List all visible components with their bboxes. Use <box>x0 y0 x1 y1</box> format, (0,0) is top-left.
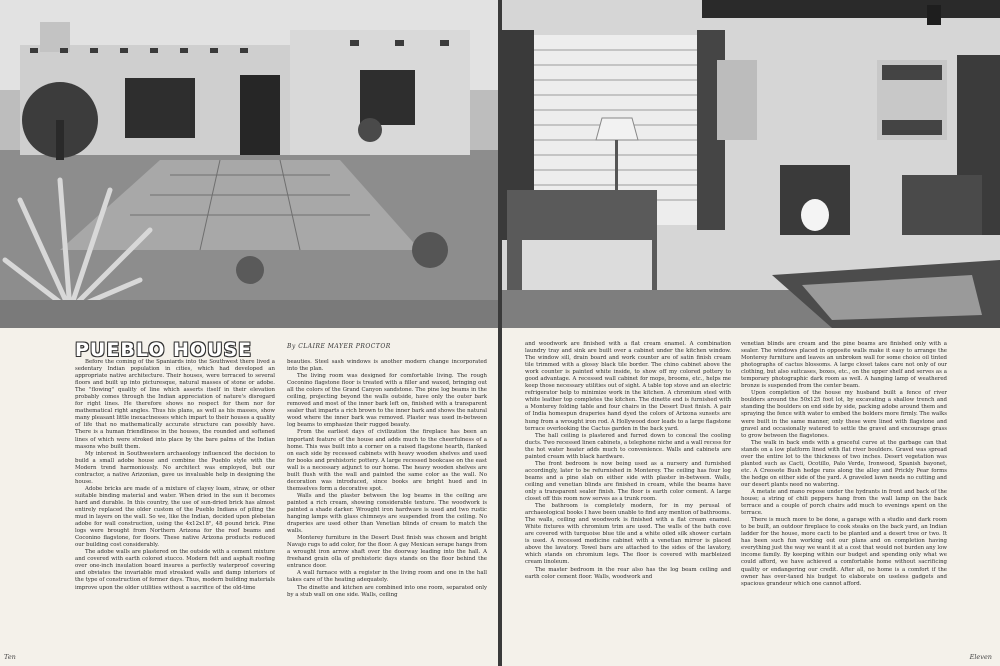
paragraph: There is much more to be done, a garage with a studio and dark room to be built, an outdoor fireplace to cook steaks on the back yard, an Indian ladder for the house, more cacti to be planted and a desert tree or two. It has been such fun working out our plans and on completion having everything just the way we want it at a cost that would not burden any low income family. By keeping within our budget and spending only what we could afford, we have achieved a comfortable home without sacrificing quality or endangering our credit. After all, no home is a comfort if the owner has over-taxed his budget to elaborate on useless gadgets and spacious grandeur which one cannot afford. <box>741 517 947 587</box>
paragraph: Upon completion of the house my husband built a fence of river boulders around the 50x125 foot lot, by excavating a shallow trench and standing the boulders on end side by side, packing adobe around them and spraying the fence with water to embed the bolders more firmly. The walks were built in the same manner, only these were lined with flagstone and gravel and occasionally watered to settle the gravel and encourage grass to grow between the flagstones. <box>741 390 947 439</box>
paragraph: The walk in back ends with a graceful curve at the garbage can that stands on a low platform lined with flat river boulders. Gravel was spread over the entire lot to the thickness of two inches. Desert vegetation was planted such as Cacti, Ocotillo, Palo Verde, Ironwood, Spanish bayonet, etc. A Creosote Bush hedge runs along the alley and Prickly Pear forms the hedge on either side of the yard. A graveled lawn needs no cutting and our desert plants need no watering. <box>741 439 947 488</box>
paragraph: The living room was designed for comfortable living. The rough Coconino flagstone floor is treated with a filler and waxed, bringing out all the colors of the Grand Canyon sandstone. The pine log beams in the ceiling, projecting beyond the walls outside, have only the outer bark removed and most of the inner bark left on, finished with a transparent sealer that imparts a rich brown to the inner bark and shows the natural wood where the inner bark was removed. Plaster was used in-between log beams to emphasize their rugged beauty. <box>287 373 487 429</box>
text-column-3 <box>525 341 731 647</box>
paragraph: Before the coming of the Spaniards into the Southwest there lived a sedentary Indian population in cities, which had developed an appropriate native architecture. Their houses, were terraced to several floors and built up into picturesque, natural masses of stone or adobe. The "flowing" quality of line which asserts itself in their elevation probably comes through the Indian appreciation of nature's disregard for right lines. He therefore shows no respect for them nor for mathematical right angles. Thus his plans, as well as his masses, show many pleasant little inexactnesses which impart to their houses a quality of life that no mathematically accurate structure can possibly have. There is a human friendliness in the houses, the rounded and softened lines of which were stroked into place by the bare palms of the Indian masons who built them. <box>75 359 275 450</box>
paragraph: venetian blinds are cream and the pine beams are finished only with a sealer. The windows placed in opposite walls make it easy to arrange the Monterey furniture and leaves an unbroken wall for some choice oil tinted photographs of cactus blossoms. A large closet takes care not only of our clothing, but also suitcases, boxes, etc., on the upper shelf and serves as a temporary photographic dark room as well. A hanging lamp of weathered bronze is suspended from the center beam. <box>741 341 947 390</box>
interior-photo <box>502 0 1000 328</box>
paragraph: From the earliest days of civilization the fireplace has been an important feature of the house and adds much to the cheerfulness of a home. This was built into a corner on a raised flagstone hearth, flanked on each side by recessed cabinets with heavy wooden shelves and used for books and prehistoric pottery. A large recessed bookcase on the east wall is a necessary adjunct to our home. The heavy wooden shelves are built flush with the wall and painted the same color as the wall. No decoration was introduced, since books are bright hued and in themselves form a decorative spot. <box>287 429 487 492</box>
paragraph: The bathroom is completely modern, for in my perusal of archaeological books I have been unable to find any mention of bathrooms. The walls, ceiling and woodwork is finished with a flat cream enamel. White fixtures with chromium trim are used. The walls of the bath cove are covered with turquoise blue tile and a white oiled silk shower curtain is used. A recessed medicine cabinet with a venetian mirror is placed above the lavatory. Towel bars are attached to the sides of the lavatory, which stands on chromium legs. The floor is covered with marbleized cream linoleum. <box>525 503 731 566</box>
paragraph: The adobe walls are plastered on the outside with a cement mixture and covered with earth colored stucco. Modern felt and asphalt roofing over one-inch insulation board insures a perfectly waterproof covering and obviates the invariable mud streaked walls and damp interiors of the type of construction of former days. Thus, modern building materials improve upon the older utilities without a sacrifice of the old-time <box>75 549 275 591</box>
text-column-1 <box>75 359 275 647</box>
left-page <box>0 0 498 666</box>
paragraph: The master bedroom in the rear also has the log beam ceiling and earth color cement floor. Walls, woodwork and <box>525 566 731 580</box>
paragraph: Monterey furniture in the Desert Dust finish was chosen and bright Navajo rugs to add color, for the floor. A gay Mexican serape hangs from a wrought iron arrow shaft over the doorway leading into the hall. A freehand grain olla of prehistoric days stands on the floor behind the entrance door. <box>287 535 487 570</box>
text-column-2 <box>287 359 487 647</box>
right-page-number: Eleven <box>969 653 992 661</box>
paragraph: beauties. Steel sash windows is another modern change incorporated into the plan. <box>287 359 487 373</box>
paragraph: The dinette and kitchen are combined into one room, separated only by a stub wall on one side. Walls, ceiling <box>287 584 487 598</box>
right-page <box>502 0 1000 666</box>
paragraph: and woodwork are finished with a flat cream enamel. A combination laundry tray and sink are built over a cabinet under the kitchen window. The window sill, drain board and work counter are of satin finish cream tile trimmed with a glossy black tile border. The chino cabinet above the work counter is painted white inside, to show off my colored pottery to good advantage. A recessed wall cabinet for mops, brooms, etc., helps me keep those necessary utilities out of sight. A table top stove and an electric refrigerator help to minimize work in the kitchen. A chromium steel with white leather top completes the kitchen. The dinette end is furnished with a Monterey folding table and four chairs in the Desert Dust finish. A pair of India homespun draperies hand dyed the colors of Arizona sunsets are hung from a wrought iron rod. A Hollywood door leads to a large flagstone terrace overlooking the Cactus garden in the back yard. <box>525 341 731 432</box>
paragraph: A wall furnace with a register in the living room and one in the hall takes care of the heating adequately. <box>287 570 487 584</box>
paragraph: The hall ceiling is plastered and furred down to conceal the cooling ducts. Two recessed linen cabinets, a telephone niche and a wall recess for the hot water heater adds much to convenience. Walls and cabinets are painted cream with black hardware. <box>525 432 731 460</box>
article-title: PUEBLO HOUSE <box>75 339 253 361</box>
paragraph: Adobe bricks are made of a mixture of clayey loam, straw, or other suitable binding material and water. When dried in the sun it becomes hard and durable. In this country, the use of sun-dried brick has almost entirely replaced the older custom of the Pueblo Indians of piling the mud in layers on the wall. So we, like the Indian, decided upon plebeian adobe for wall construction, using the 4x12x18", 48 pound brick. Pine logs were brought from Northern Arizona for the roof beams and Coconino flagstone, for floors. These native Arizona products reduced our building cost considerably. <box>75 485 275 549</box>
paragraph: My interest in Southwestern archaeology influenced the decision to build a small adobe house and combine the Pueblo style with the Modern trend harmoniously. No architect was employed, but our contractor, a native Arizonian, gave us invaluable help in designing the house. <box>75 450 275 485</box>
paragraph: Walls and the plaster between the log beams in the ceiling are painted a rich cream, showing considerable texture. The woodwork is painted a shade darker. Wrought iron hardware is used and two rustic hanging lamps with glass chimneys are suspended from the ceiling. No draperies are used other than Venetian blinds of cream to match the walls. <box>287 492 487 535</box>
article-byline: By CLAIRE MAYER PROCTOR <box>287 343 391 350</box>
left-page-number: Ten <box>4 653 16 661</box>
text-column-4 <box>741 341 947 647</box>
paragraph: The front bedroom is now being used as a nursery and furnished accordingly, later to be refurnished in Monterey. The ceiling has four log beams and a pine slab on either side with plaster in-between. Walls, ceiling and venetian blinds are finished in cream, while the beams have only a transparent sealer finish. The floor is earth color cement. A large closet off this room now serves as a trunk room. <box>525 460 731 503</box>
paragraph: A metate and mano repose under the hydrants in front and back of the house; a string of chili peppers hang from the wall lamp on the back terrace and a couple of porch chairs add much to evenings spent on the terrace. <box>741 488 947 517</box>
exterior-photo <box>0 0 498 328</box>
